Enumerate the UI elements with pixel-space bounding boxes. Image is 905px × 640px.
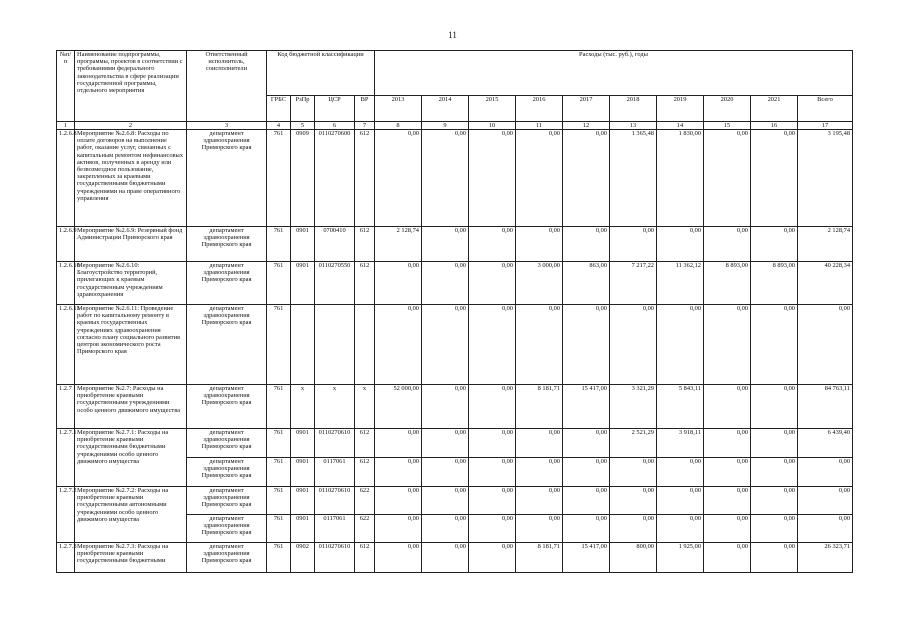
csr-cell: 0110270610 <box>315 487 355 515</box>
value-cell: 0,00 <box>704 385 751 429</box>
csr-cell: 0110270610 <box>315 429 355 458</box>
column-index: 9 <box>422 122 469 130</box>
value-cell: 0,00 <box>375 130 422 227</box>
value-cell: 0,00 <box>469 262 516 305</box>
header-csr: ЦСР <box>315 96 355 122</box>
executor-cell: департамент здравоохранения Приморского края <box>187 487 267 515</box>
value-cell: 1 365,48 <box>610 130 657 227</box>
header-vr: ВР <box>355 96 375 122</box>
column-index: 14 <box>657 122 704 130</box>
row-number: 1.2.7.1 <box>57 429 75 487</box>
table-row <box>57 543 853 573</box>
table-row <box>57 429 853 458</box>
value-cell: 0,00 <box>422 305 469 385</box>
value-cell: 0,00 <box>610 305 657 385</box>
csr-cell: 0110270600 <box>315 130 355 227</box>
value-cell: 0,00 <box>563 487 610 515</box>
value-cell: 0,00 <box>469 385 516 429</box>
value-cell: 0,00 <box>704 130 751 227</box>
value-cell: 0,00 <box>516 130 563 227</box>
value-cell: 0,00 <box>751 130 798 227</box>
column-index: 12 <box>563 122 610 130</box>
value-cell: 0,00 <box>704 515 751 543</box>
value-cell: 0,00 <box>469 515 516 543</box>
csr-cell: 0110270610 <box>315 543 355 573</box>
rzpr-cell: 0901 <box>291 429 315 458</box>
value-cell: 0,00 <box>610 487 657 515</box>
rzpr-cell: 0902 <box>291 543 315 573</box>
total-cell: 40 228,34 <box>798 262 853 305</box>
value-cell: 0,00 <box>751 543 798 573</box>
value-cell: 0,00 <box>751 487 798 515</box>
value-cell: 0,00 <box>610 458 657 487</box>
value-cell: 0,00 <box>704 305 751 385</box>
row-number: 1.2.6.9 <box>57 227 75 262</box>
value-cell: 0,00 <box>704 487 751 515</box>
value-cell: 0,00 <box>657 487 704 515</box>
total-cell: 0,00 <box>798 487 853 515</box>
value-cell: 3 918,11 <box>657 429 704 458</box>
executor-cell: департамент здравоохранения Приморского края <box>187 429 267 458</box>
value-cell: 0,00 <box>563 130 610 227</box>
column-index: 7 <box>355 122 375 130</box>
column-index: 3 <box>187 122 267 130</box>
value-cell: 0,00 <box>704 543 751 573</box>
executor-cell: департамент здравоохранения Приморского края <box>187 515 267 543</box>
csr-cell: х <box>315 385 355 429</box>
header-num: №п/п <box>57 51 75 122</box>
vr-cell: 612 <box>355 130 375 227</box>
value-cell: 8 181,71 <box>516 543 563 573</box>
value-cell: 2 128,74 <box>375 227 422 262</box>
value-cell: 0,00 <box>375 543 422 573</box>
value-cell: 0,00 <box>469 487 516 515</box>
value-cell: 0,00 <box>751 515 798 543</box>
header-budget-code: Код бюджетной классификации <box>267 51 375 96</box>
value-cell: 0,00 <box>422 429 469 458</box>
vr-cell: 612 <box>355 429 375 458</box>
value-cell: 0,00 <box>469 130 516 227</box>
value-cell: 0,00 <box>563 227 610 262</box>
value-cell: 0,00 <box>563 305 610 385</box>
column-index: 10 <box>469 122 516 130</box>
value-cell: 0,00 <box>563 515 610 543</box>
value-cell: 0,00 <box>469 305 516 385</box>
column-index: 11 <box>516 122 563 130</box>
value-cell: 0,00 <box>375 262 422 305</box>
row-name: Мероприятие №2.7: Расходы на приобретение краевыми государственными учреждениями особо ценного движимого имущества <box>75 385 187 429</box>
rzpr-cell: 0901 <box>291 262 315 305</box>
column-index: 4 <box>267 122 291 130</box>
value-cell: 0,00 <box>375 515 422 543</box>
grbs-cell: 761 <box>267 515 291 543</box>
value-cell: 0,00 <box>751 385 798 429</box>
total-cell: 0,00 <box>798 458 853 487</box>
value-cell: 0,00 <box>375 487 422 515</box>
value-cell: 0,00 <box>751 227 798 262</box>
grbs-cell: 761 <box>267 429 291 458</box>
value-cell: 3 321,29 <box>610 385 657 429</box>
value-cell: 2 521,29 <box>610 429 657 458</box>
rzpr-cell: 0901 <box>291 458 315 487</box>
value-cell: 0,00 <box>422 543 469 573</box>
value-cell: 15 417,00 <box>563 385 610 429</box>
row-name: Мероприятие №2.7.3: Расходы на приобретение краевыми государственными бюджетными <box>75 543 187 573</box>
value-cell: 0,00 <box>375 458 422 487</box>
column-index: 16 <box>751 122 798 130</box>
vr-cell <box>355 305 375 385</box>
vr-cell: 612 <box>355 227 375 262</box>
header-year-2013: 2013 <box>375 96 422 122</box>
value-cell: 0,00 <box>422 458 469 487</box>
header-year-2015: 2015 <box>469 96 516 122</box>
row-number: 1.2.7.2 <box>57 487 75 543</box>
rzpr-cell: 0909 <box>291 130 315 227</box>
column-index: 17 <box>798 122 853 130</box>
column-index: 1 <box>57 122 75 130</box>
header-year-2020: 2020 <box>704 96 751 122</box>
csr-cell: 0110270550 <box>315 262 355 305</box>
row-number: 1.2.7 <box>57 385 75 429</box>
column-index: 13 <box>610 122 657 130</box>
value-cell: 0,00 <box>516 458 563 487</box>
value-cell: 0,00 <box>422 262 469 305</box>
header-name: Наименование подпрограммы, программы, проектов в соответствии с требованиями федерального законодательства в сфере реализации государственной программы, отдельного мероприятия <box>75 51 187 122</box>
rzpr-cell: 0901 <box>291 515 315 543</box>
row-number: 1.2.6.10 <box>57 262 75 305</box>
row-name: Мероприятие №2.6.8: Расходы по оплате договоров на выполнение работ, оказание услуг, связанных с капитальным ремонтом нефинансовых активов, полученных в аренду или безвозмездное пользование, закрепленных за краевыми государственными бюджетными учреждениями на праве оперативного управления <box>75 130 187 227</box>
vr-cell: 622 <box>355 515 375 543</box>
value-cell: 0,00 <box>563 429 610 458</box>
value-cell: 0,00 <box>375 429 422 458</box>
table-row <box>57 305 853 385</box>
value-cell: 863,00 <box>563 262 610 305</box>
value-cell: 0,00 <box>469 543 516 573</box>
total-cell: 0,00 <box>798 515 853 543</box>
header-year-2016: 2016 <box>516 96 563 122</box>
executor-cell: департамент здравоохранения Приморского края <box>187 262 267 305</box>
row-number: 1.2.7.3 <box>57 543 75 573</box>
value-cell: 52 000,00 <box>375 385 422 429</box>
header-year-2021: 2021 <box>751 96 798 122</box>
header-rzpr: РзПр <box>291 96 315 122</box>
value-cell: 0,00 <box>422 385 469 429</box>
header-total: Всего <box>798 96 853 122</box>
rzpr-cell <box>291 305 315 385</box>
vr-cell: х <box>355 385 375 429</box>
executor-cell: департамент здравоохранения Приморского края <box>187 458 267 487</box>
rzpr-cell: 0901 <box>291 487 315 515</box>
value-cell: 0,00 <box>704 458 751 487</box>
value-cell: 800,00 <box>610 543 657 573</box>
grbs-cell: 761 <box>267 385 291 429</box>
value-cell: 0,00 <box>516 227 563 262</box>
row-number: 1.2.6.11 <box>57 305 75 385</box>
value-cell: 15 417,00 <box>563 543 610 573</box>
value-cell: 0,00 <box>657 305 704 385</box>
executor-cell: департамент здравоохранения Приморского края <box>187 385 267 429</box>
value-cell: 0,00 <box>516 305 563 385</box>
value-cell: 7 217,22 <box>610 262 657 305</box>
column-index: 2 <box>75 122 187 130</box>
grbs-cell: 761 <box>267 305 291 385</box>
total-cell: 84 763,11 <box>798 385 853 429</box>
grbs-cell: 761 <box>267 130 291 227</box>
column-index: 8 <box>375 122 422 130</box>
value-cell: 0,00 <box>469 227 516 262</box>
value-cell: 0,00 <box>657 458 704 487</box>
csr-cell <box>315 305 355 385</box>
value-cell: 8 893,00 <box>751 262 798 305</box>
grbs-cell: 761 <box>267 458 291 487</box>
value-cell: 8 893,00 <box>704 262 751 305</box>
vr-cell: 622 <box>355 487 375 515</box>
column-index: 6 <box>315 122 355 130</box>
value-cell: 1 830,00 <box>657 130 704 227</box>
total-cell: 3 195,48 <box>798 130 853 227</box>
value-cell: 0,00 <box>704 429 751 458</box>
vr-cell: 612 <box>355 458 375 487</box>
value-cell: 11 362,12 <box>657 262 704 305</box>
value-cell: 0,00 <box>657 515 704 543</box>
value-cell: 0,00 <box>422 515 469 543</box>
column-index: 5 <box>291 122 315 130</box>
value-cell: 0,00 <box>516 515 563 543</box>
value-cell: 0,00 <box>469 429 516 458</box>
value-cell: 0,00 <box>751 305 798 385</box>
header-year-2018: 2018 <box>610 96 657 122</box>
header-year-2014: 2014 <box>422 96 469 122</box>
value-cell: 0,00 <box>704 227 751 262</box>
value-cell: 0,00 <box>422 487 469 515</box>
csr-cell: 0700410 <box>315 227 355 262</box>
value-cell: 0,00 <box>375 305 422 385</box>
value-cell: 0,00 <box>751 429 798 458</box>
header-expenses: Расходы (тыс. руб.), годы <box>375 51 853 96</box>
header-grbs: ГРБС <box>267 96 291 122</box>
executor-cell: департамент здравоохранения Приморского края <box>187 130 267 227</box>
rzpr-cell: 0901 <box>291 227 315 262</box>
grbs-cell: 761 <box>267 543 291 573</box>
table-row <box>57 487 853 515</box>
header-year-2017: 2017 <box>563 96 610 122</box>
total-cell: 26 323,71 <box>798 543 853 573</box>
value-cell: 0,00 <box>563 458 610 487</box>
value-cell: 1 925,00 <box>657 543 704 573</box>
column-index-row <box>57 122 853 130</box>
row-number: 1.2.6.8 <box>57 130 75 227</box>
rzpr-cell: х <box>291 385 315 429</box>
table-row <box>57 130 853 227</box>
vr-cell: 612 <box>355 543 375 573</box>
value-cell: 3 000,00 <box>516 262 563 305</box>
budget-table <box>56 50 853 573</box>
value-cell: 0,00 <box>422 227 469 262</box>
value-cell: 8 181,71 <box>516 385 563 429</box>
header-executor: Ответственный исполнитель, соисполнители <box>187 51 267 122</box>
value-cell: 0,00 <box>751 458 798 487</box>
column-index: 15 <box>704 122 751 130</box>
table-row <box>57 227 853 262</box>
row-name: Мероприятие №2.6.11: Проведение работ по капитальному ремонту в краевых государственных учреждениях здравоохранения согласно плану социального развития центров экономического роста Приморского края <box>75 305 187 385</box>
value-cell: 0,00 <box>610 515 657 543</box>
total-cell: 6 439,40 <box>798 429 853 458</box>
table-row <box>57 262 853 305</box>
grbs-cell: 761 <box>267 227 291 262</box>
row-name: Мероприятие №2.7.1: Расходы на приобретение краевыми государственными бюджетными учреждениями особо ценного движимого имущества <box>75 429 187 487</box>
executor-cell: департамент здравоохранения Приморского края <box>187 543 267 573</box>
executor-cell: департамент здравоохранения Приморского края <box>187 305 267 385</box>
total-cell: 2 128,74 <box>798 227 853 262</box>
value-cell: 0,00 <box>422 130 469 227</box>
total-cell: 0,00 <box>798 305 853 385</box>
header-year-2019: 2019 <box>657 96 704 122</box>
table-row <box>57 385 853 429</box>
value-cell: 0,00 <box>657 227 704 262</box>
value-cell: 0,00 <box>516 429 563 458</box>
executor-cell: департамент здравоохранения Приморского края <box>187 227 267 262</box>
csr-cell: 0117061 <box>315 515 355 543</box>
grbs-cell: 761 <box>267 487 291 515</box>
grbs-cell: 761 <box>267 262 291 305</box>
value-cell: 0,00 <box>469 458 516 487</box>
row-name: Мероприятие №2.7.2: Расходы на приобретение краевыми государственными автономными учреждениями особо ценного движимого имущества <box>75 487 187 543</box>
csr-cell: 0117061 <box>315 458 355 487</box>
page-number: 11 <box>448 30 457 40</box>
row-name: Мероприятие №2.6.9: Резервный фонд Администрации Приморского края <box>75 227 187 262</box>
value-cell: 0,00 <box>610 227 657 262</box>
row-name: Мероприятие №2.6.10: Благоустройство территорий, прилегающих к краевым государственным учреждениям здравоохранения <box>75 262 187 305</box>
vr-cell: 612 <box>355 262 375 305</box>
value-cell: 0,00 <box>516 487 563 515</box>
value-cell: 5 843,11 <box>657 385 704 429</box>
